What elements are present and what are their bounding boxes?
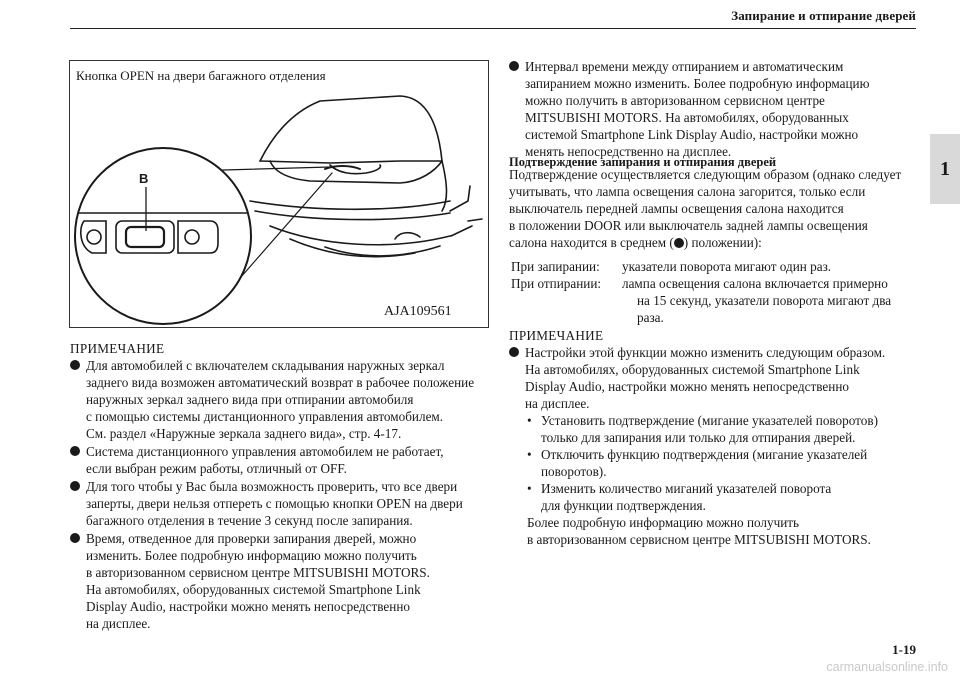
note-item: Система дистанционного управления автомобилем не работает, если выбран режим работы, отличный от OFF. — [70, 443, 482, 477]
header-rule — [70, 28, 916, 29]
confirmation-paragraph: Подтверждение осуществляется следующим образом (однако следует учитывать, что лампа освещения салона загорится, только если выключатель передней лампы освещения салона находится в положении DOOR или выключатель задней лампы освещения салона находится в среднем ( ) положении): — [509, 167, 902, 250]
note-item: Интервал времени между отпиранием и автоматическим запиранием можно изменить. Более подробную информацию можно получить в авторизованном сервисном центре MITSUBISHI MOTORS. На автомобилях, оборудованных системой Smartphone Link Display Audio, настройки можно менять непосредственно на дисплее. — [509, 58, 923, 160]
chapter-tab: 1 — [930, 134, 960, 204]
page-number: 1-19 — [892, 642, 916, 657]
table-row: При запирании: указатели поворота мигают один раз. — [511, 259, 832, 274]
note-item: Настройки этой функции можно изменить следующим образом. На автомобилях, оборудованных системой Smartphone Link Display Audio, настройки можно менять непосредственно на дисплее. • Установить подтверждение (мигание указателей поворотов) только для запирания или только для отпирания дверей. • Отключить функцию подтверждения (мигание указателей поворотов). • Изменить количество миганий указателей поворота для функции подтверждения. Более подробную информацию можно получить в авторизованном сервисном центре MITSUBISHI MOTORS. — [509, 344, 929, 548]
note-item: Время, отведенное для проверки запирания дверей, можно изменить. Более подробную информацию можно получить в авторизованном сервисном центре MITSUBISHI MOTORS. На автомобилях, оборудованных системой Smartphone Link Display Audio, настройки можно менять непосредственно на дисплее. — [70, 530, 482, 632]
confirmation-heading: Подтверждение запирания и отпирания дверей — [509, 155, 777, 169]
label-b: B — [139, 171, 149, 186]
note-item: Для того чтобы у Вас была возможность проверить, что все двери заперты, двери нельзя отпереть с помощью кнопки OPEN на двери багажного отделения в течение 3 секунд после запирания. — [70, 478, 482, 529]
sub-item: • Установить подтверждение (мигание указателей поворотов) только для запирания или только для отпирания дверей. — [527, 413, 878, 445]
bullet-dot-icon — [674, 238, 684, 248]
bullet-dot-icon — [70, 446, 80, 456]
left-notes — [70, 340, 482, 633]
bullet-dot-icon — [509, 61, 519, 71]
note-heading: ПРИМЕЧАНИЕ — [70, 341, 165, 356]
section-title: Запирание и отпирание дверей — [731, 8, 916, 23]
sub-item: • Изменить количество миганий указателей поворота для функции подтверждения. — [527, 481, 832, 513]
figure-caption: Кнопка OPEN на двери багажного отделения — [76, 68, 326, 83]
sub-item: • Отключить функцию подтверждения (мигание указателей поворотов). — [527, 447, 868, 479]
note-heading: ПРИМЕЧАНИЕ — [509, 328, 604, 343]
table-row: При отпирании: лампа освещения салона включается примерно на 15 секунд, указатели поворота мигают два раза. — [511, 276, 892, 325]
bullet-dot-icon — [70, 533, 80, 543]
right-top-note — [523, 58, 923, 161]
figure-frame — [69, 60, 489, 328]
figure-code: AJA109561 — [384, 304, 452, 319]
note-item: Для автомобилей с включателем складывания наружных зеркал заднего вида возможен автоматический возврат в рабочее положение наружных зеркал заднего вида при отпирании автомобиля с помощью системы дистанционного управления автомобилем. См. раздел «Наружные зеркала заднего вида», стр. 4-17. — [70, 357, 482, 442]
confirmation-table — [511, 258, 921, 326]
tailgate-illustration — [70, 61, 488, 327]
watermark: carmanualsonline.info — [826, 660, 948, 674]
right-notes — [509, 327, 929, 549]
bullet-dot-icon — [70, 360, 80, 370]
bullet-dot-icon — [70, 481, 80, 491]
bullet-dot-icon — [509, 347, 519, 357]
